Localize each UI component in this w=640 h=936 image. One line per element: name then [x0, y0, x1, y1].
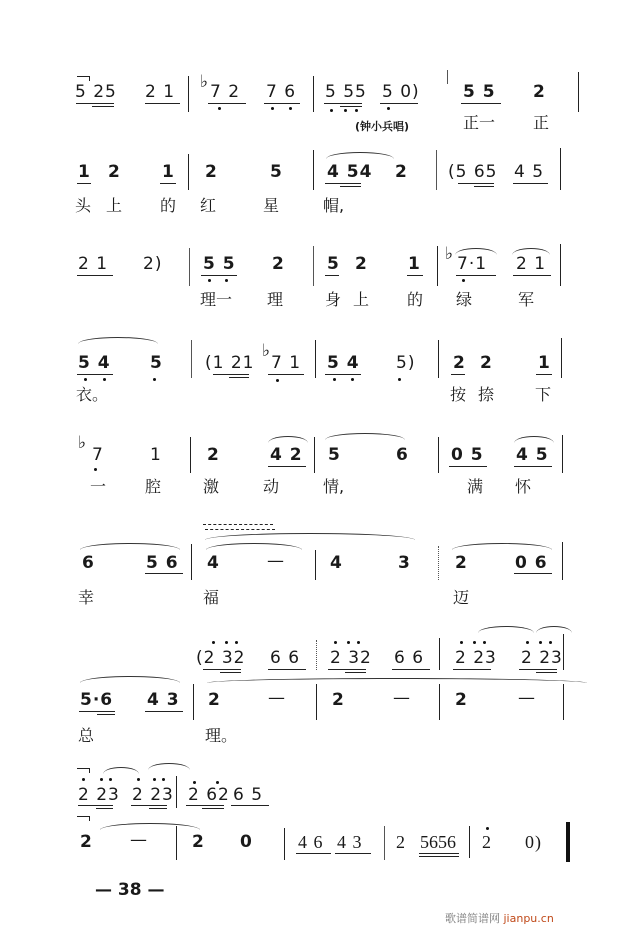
barline	[563, 634, 564, 670]
note-group: 2 23	[132, 785, 174, 805]
note-group: 2 1	[516, 254, 547, 274]
note-group: 7 6	[266, 82, 297, 102]
final-barline	[566, 822, 570, 862]
low-octave-dot	[153, 378, 156, 381]
underline	[419, 853, 459, 854]
underline	[145, 103, 180, 104]
note-single: 2	[533, 82, 546, 102]
note-group: 7 2	[210, 82, 241, 102]
high-octave-dot	[526, 641, 529, 644]
note-group: 0 6	[515, 553, 548, 573]
lyric: 的	[407, 290, 424, 309]
underline	[324, 103, 362, 104]
underline	[76, 103, 114, 104]
flat-sign: ♭	[445, 244, 454, 264]
underline	[77, 275, 113, 276]
note-group: —	[130, 830, 148, 850]
lyric: 腔	[145, 477, 162, 496]
lyric: 动	[263, 477, 280, 496]
low-octave-dot	[208, 279, 211, 282]
slur	[205, 533, 415, 540]
underline	[268, 374, 304, 375]
barline	[447, 70, 448, 84]
underline	[407, 275, 423, 276]
barline	[176, 826, 177, 860]
note-group: 2 32	[330, 648, 372, 668]
lyric: 红	[200, 196, 217, 215]
low-octave-dot	[351, 378, 354, 381]
low-octave-dot	[398, 378, 401, 381]
tie	[77, 76, 90, 81]
note-group: 2 1	[78, 254, 109, 274]
note-group: 4 54	[327, 162, 373, 182]
barline	[190, 437, 191, 473]
note-group: 2 1	[145, 82, 176, 102]
high-octave-dot	[109, 778, 112, 781]
high-octave-dot	[137, 778, 140, 781]
underline	[325, 374, 361, 375]
note-group: 2	[108, 162, 121, 182]
barline	[176, 776, 177, 808]
underline	[268, 466, 306, 467]
underline	[335, 853, 371, 854]
high-octave-dot	[162, 778, 165, 781]
note-group: —	[268, 688, 286, 708]
high-octave-dot	[334, 641, 337, 644]
note-group: 7	[92, 445, 104, 465]
note-group: 1	[538, 353, 551, 373]
note-group: 5 5	[203, 254, 236, 274]
lyric: 衣。	[76, 385, 109, 404]
low-octave-dot	[462, 279, 465, 282]
lyric: 满	[467, 477, 484, 496]
note-group: 2	[395, 162, 408, 182]
barline	[314, 437, 315, 473]
note-group: 5	[328, 445, 341, 465]
underline	[220, 672, 241, 673]
high-octave-dot	[486, 827, 489, 830]
underline	[519, 669, 557, 670]
note-group: 4	[330, 553, 343, 573]
high-octave-dot	[225, 641, 228, 644]
watermark-cn: 歌谱简谱网	[445, 912, 500, 925]
dashed-line	[205, 529, 275, 530]
flat-sign: ♭	[262, 341, 271, 361]
underline	[345, 672, 366, 673]
barline	[313, 150, 314, 190]
lyric: 福	[203, 588, 220, 607]
low-octave-dot	[289, 107, 292, 110]
barline	[316, 684, 317, 720]
underline	[131, 805, 167, 806]
lyric: 理	[267, 290, 284, 309]
note-group: 2	[453, 353, 466, 373]
underline	[461, 103, 501, 104]
lyric: 上	[106, 196, 123, 215]
underline	[96, 808, 113, 809]
watermark	[445, 910, 554, 926]
note-group: 3	[398, 553, 411, 573]
note-group: 6 5	[233, 785, 264, 805]
barline	[562, 542, 563, 580]
note-group: —	[518, 688, 536, 708]
low-octave-dot	[355, 109, 358, 112]
high-octave-dot	[460, 641, 463, 644]
slur	[148, 763, 190, 770]
underline	[145, 711, 183, 712]
note-group: 6 6	[270, 648, 301, 668]
lyric: 总	[78, 726, 95, 745]
note-group: 5	[327, 254, 340, 274]
slur	[100, 823, 200, 830]
barline	[438, 437, 439, 473]
barline	[438, 546, 439, 580]
note-group: 2	[355, 254, 368, 274]
barline	[439, 638, 440, 670]
slur	[80, 676, 180, 683]
barline	[315, 340, 316, 378]
barline	[563, 684, 564, 720]
underline	[149, 808, 167, 809]
slur	[103, 767, 139, 774]
low-octave-dot	[333, 378, 336, 381]
low-octave-dot	[84, 378, 87, 381]
underline	[208, 103, 246, 104]
high-octave-dot	[539, 641, 542, 644]
note-group: 6	[82, 553, 95, 573]
high-octave-dot	[347, 641, 350, 644]
note-group: 2	[480, 353, 493, 373]
note-group: 7·1	[457, 254, 488, 274]
barline	[469, 826, 470, 858]
high-octave-dot	[549, 641, 552, 644]
underline	[325, 183, 361, 184]
underline	[325, 275, 339, 276]
underline	[231, 805, 269, 806]
lyric: 头	[75, 196, 92, 215]
underline	[536, 672, 557, 673]
slur	[478, 626, 534, 633]
note-group: 2 23	[78, 785, 120, 805]
note-group: 2	[455, 690, 468, 710]
note-group: 2	[192, 832, 205, 852]
high-octave-dot	[212, 641, 215, 644]
slur	[206, 543, 302, 550]
underline	[449, 466, 487, 467]
underline	[203, 669, 241, 670]
note-group: 5 4	[327, 353, 360, 373]
note-group: 0	[240, 832, 253, 852]
note-group: 2)	[143, 254, 163, 274]
note-group: 2	[396, 832, 406, 852]
barline	[560, 244, 561, 286]
note-group: 6	[396, 445, 409, 465]
high-octave-dot	[100, 778, 103, 781]
high-octave-dot	[193, 781, 196, 784]
underline	[456, 275, 496, 276]
low-octave-dot	[94, 468, 97, 471]
dashed-line	[203, 524, 273, 525]
singer-note: (钟小兵唱)	[355, 120, 410, 133]
barline	[189, 248, 190, 286]
underline	[92, 106, 114, 107]
barline	[578, 72, 579, 112]
lyric: 幸	[78, 588, 95, 607]
note-group: 4 3	[147, 690, 180, 710]
note-group: 5 5	[463, 82, 496, 102]
lyric: 激	[203, 477, 220, 496]
note-group: (2 32	[196, 648, 246, 668]
lyric: 身	[325, 290, 342, 309]
underline	[340, 186, 361, 187]
lyric: 正一	[463, 113, 496, 132]
note-group: 2	[272, 254, 285, 274]
tie	[207, 678, 587, 683]
underline	[160, 183, 176, 184]
note-group: 4 6	[298, 832, 324, 852]
high-octave-dot	[483, 641, 486, 644]
note-group: 5 25	[75, 82, 117, 102]
barline	[439, 684, 440, 720]
low-octave-dot	[103, 378, 106, 381]
lyric: 捺	[478, 385, 495, 404]
note-group: 2	[208, 690, 221, 710]
note-group: 5	[150, 353, 163, 373]
low-octave-dot	[276, 379, 279, 382]
tie	[77, 768, 90, 773]
lyric: 一	[90, 477, 107, 496]
lyric: 上	[353, 290, 370, 309]
underline	[536, 374, 552, 375]
note-group: 2 62	[188, 785, 230, 805]
note-group: 5	[270, 162, 283, 182]
barline	[562, 435, 563, 473]
slur	[514, 436, 554, 443]
low-octave-dot	[225, 279, 228, 282]
note-group: 2	[80, 832, 93, 852]
barline	[191, 544, 192, 580]
lyric: 军	[518, 290, 535, 309]
note-group: 5·6	[80, 690, 114, 710]
barline	[191, 340, 192, 378]
lyric: 理一	[200, 290, 233, 309]
barline	[438, 340, 439, 378]
underline	[201, 275, 237, 276]
high-octave-dot	[82, 778, 85, 781]
note-group: 5 6	[146, 553, 179, 573]
underline	[513, 183, 548, 184]
note-group: —	[393, 688, 411, 708]
note-group: 1	[150, 445, 162, 465]
note-group: 2	[332, 690, 345, 710]
note-group: 4 2	[270, 445, 303, 465]
barline	[313, 76, 314, 112]
note-group: 5 0)	[382, 82, 420, 102]
note-group: 0 5	[451, 445, 484, 465]
high-octave-dot	[216, 781, 219, 784]
underline	[451, 374, 465, 375]
lyric: 按	[450, 385, 467, 404]
lyric: 正	[533, 113, 550, 132]
high-octave-dot	[357, 641, 360, 644]
underline	[340, 106, 362, 107]
note-group: —	[267, 551, 285, 571]
slur	[326, 152, 394, 159]
barline	[193, 684, 194, 720]
underline	[514, 573, 552, 574]
underline	[186, 805, 224, 806]
page-number: — 38 —	[95, 880, 165, 900]
note-group: (1 21	[205, 353, 255, 373]
underline	[453, 669, 491, 670]
barline	[316, 640, 317, 670]
underline	[419, 856, 459, 857]
tie	[77, 816, 90, 821]
slur	[268, 436, 308, 443]
note-group: 2	[482, 832, 492, 852]
lyric: 理。	[205, 726, 238, 745]
note-group: 4 5	[516, 445, 549, 465]
underline	[97, 714, 115, 715]
underline	[229, 377, 249, 378]
underline	[77, 374, 113, 375]
barline	[313, 246, 314, 286]
barline	[284, 828, 285, 860]
lyric: 的	[160, 196, 177, 215]
underline	[514, 466, 552, 467]
barline	[436, 150, 437, 190]
slur	[536, 626, 572, 633]
note-group: 7 1	[271, 353, 302, 373]
note-group: 4	[207, 553, 220, 573]
high-octave-dot	[153, 778, 156, 781]
lyric: 帽,	[323, 196, 345, 215]
lyric: 怀	[515, 477, 532, 496]
note-group: 5)	[396, 353, 416, 373]
note-group: 1	[408, 254, 421, 274]
underline	[380, 103, 418, 104]
barline	[315, 550, 316, 580]
low-octave-dot	[344, 109, 347, 112]
underline	[202, 808, 224, 809]
underline	[145, 573, 183, 574]
low-octave-dot	[387, 107, 390, 110]
note-group: 5 4	[78, 353, 111, 373]
underline	[458, 183, 494, 184]
note-group: (5 65	[448, 162, 498, 182]
underline	[264, 103, 300, 104]
slur	[325, 433, 405, 440]
note-group: 2	[455, 553, 468, 573]
lyric: 下	[535, 385, 552, 404]
lyric: 绿	[456, 290, 473, 309]
lyric: 情,	[323, 477, 345, 496]
note-group: 4 3	[337, 832, 363, 852]
note-group: 2	[207, 445, 220, 465]
barline	[188, 76, 189, 112]
underline	[268, 669, 306, 670]
note-group: 2	[205, 162, 218, 182]
slur	[78, 337, 158, 344]
flat-sign: ♭	[78, 433, 87, 453]
underline	[296, 853, 331, 854]
note-group: 4 5	[514, 162, 545, 182]
underline	[474, 186, 494, 187]
barline	[560, 148, 561, 190]
watermark-url: jianpu.cn	[503, 912, 554, 925]
note-group: 1	[162, 162, 175, 182]
underline	[513, 275, 551, 276]
note-group: 2 23	[521, 648, 563, 668]
barline	[437, 246, 438, 286]
note-group: 5 55	[325, 82, 367, 102]
low-octave-dot	[271, 107, 274, 110]
barline	[188, 154, 189, 190]
underline	[77, 183, 91, 184]
note-group: 6 6	[394, 648, 425, 668]
note-group: 1	[78, 162, 91, 182]
flat-sign: ♭	[200, 72, 209, 92]
lyric: 星	[263, 196, 280, 215]
low-octave-dot	[218, 107, 221, 110]
slur	[80, 543, 180, 550]
underline	[213, 374, 249, 375]
lyric: 迈	[453, 588, 470, 607]
high-octave-dot	[473, 641, 476, 644]
underline	[392, 669, 430, 670]
barline	[561, 338, 562, 378]
high-octave-dot	[235, 641, 238, 644]
barline	[384, 826, 385, 860]
low-octave-dot	[330, 109, 333, 112]
slur	[452, 543, 552, 550]
note-group: 0)	[525, 832, 542, 852]
underline	[78, 805, 113, 806]
note-group: 2 23	[455, 648, 497, 668]
underline	[328, 669, 366, 670]
note-group: 5656	[420, 832, 456, 852]
underline	[79, 711, 115, 712]
